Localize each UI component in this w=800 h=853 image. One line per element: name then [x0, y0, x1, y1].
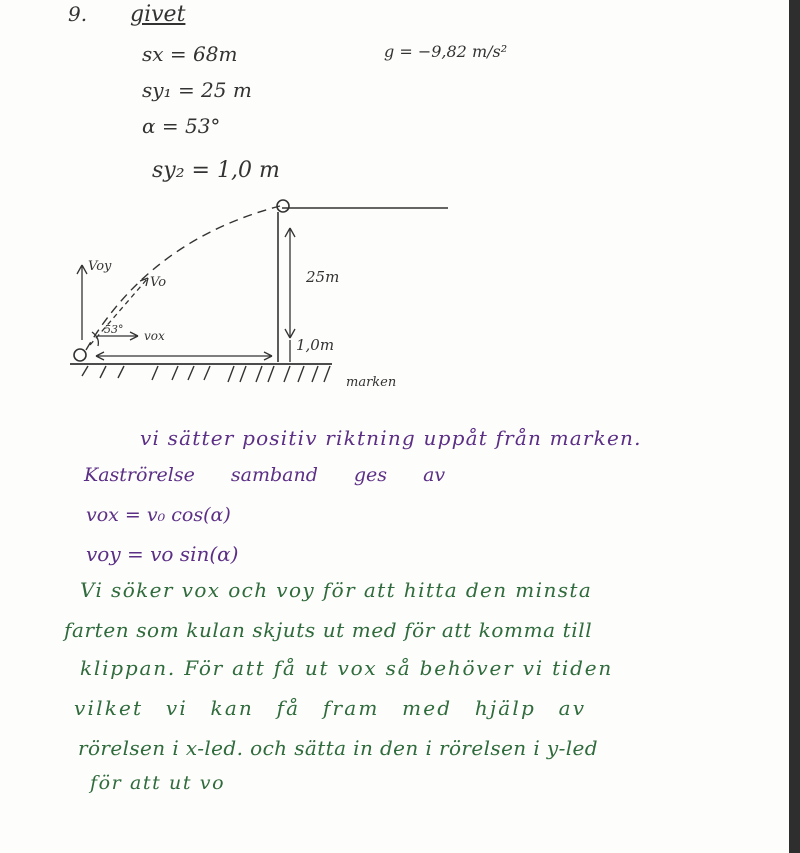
- green-line-6: för att ut vo: [90, 772, 226, 794]
- equation-vox: vox = v₀ cos(α): [86, 504, 231, 526]
- label-angle: 53°: [104, 323, 124, 336]
- given-g: g = −9,82 m/s²: [384, 42, 508, 61]
- given-alpha: α = 53°: [142, 114, 221, 138]
- green-line-1: Vi söker vox och voy för att hitta den minsta: [80, 578, 593, 602]
- green-line-3: klippan. För att få ut vox så behöver vi tiden: [80, 656, 614, 680]
- label-vox: vox: [144, 329, 165, 343]
- given-sx: sx = 68m: [142, 42, 238, 66]
- given-sy2: sy₂ = 1,0 m: [152, 158, 280, 183]
- label-vo: Vo: [150, 275, 167, 290]
- equation-voy: voy = vo sin(α): [86, 542, 239, 566]
- launch-ball: [74, 349, 86, 361]
- scan-edge: [789, 0, 800, 853]
- label-offset: 1,0m: [296, 336, 335, 354]
- ground-hatching: [82, 366, 330, 382]
- given-heading: givet: [130, 2, 186, 27]
- solution-line-1: vi sätter positiv riktning uppåt från marken.: [140, 426, 642, 450]
- green-line-5: rörelsen i x-led. och sätta in den i rörelsen i y-led: [78, 736, 598, 760]
- label-voy: Voy: [88, 259, 112, 274]
- label-height: 25m: [306, 268, 340, 286]
- label-ground: marken: [346, 375, 397, 390]
- projectile-diagram: [0, 0, 789, 420]
- green-line-4: vilket vi kan få fram med hjälp av: [74, 696, 587, 720]
- given-sy1: sy₁ = 25 m: [142, 78, 252, 102]
- angle-arc: [92, 332, 98, 346]
- problem-number: 9.: [68, 2, 88, 26]
- green-line-2: farten som kulan skjuts ut med för att komma till: [64, 618, 593, 642]
- solution-line-2: Kaströrelse samband ges av: [84, 464, 446, 486]
